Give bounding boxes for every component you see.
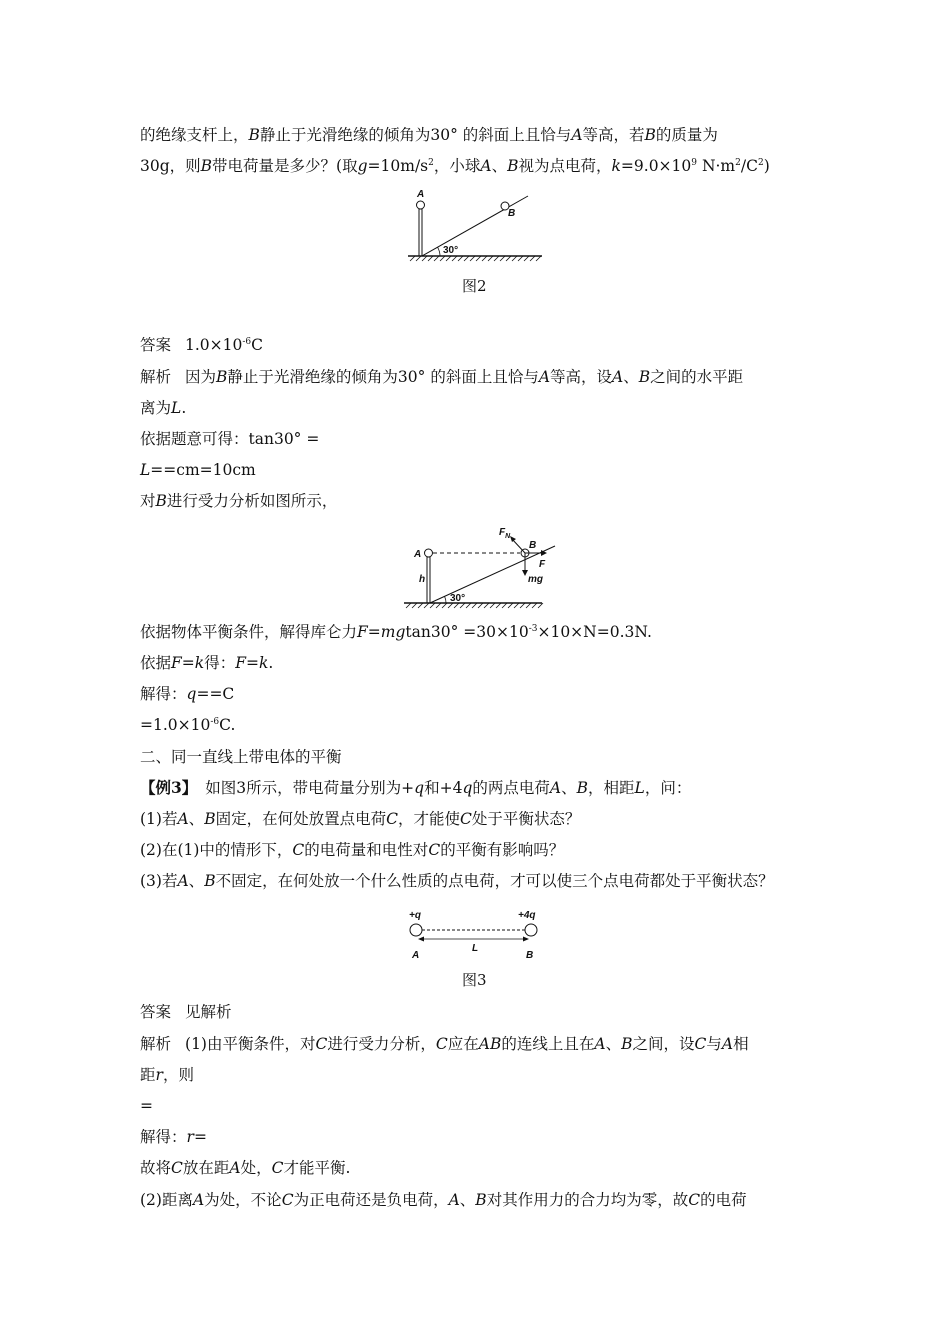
analysis-2b-line-4: $=1.0\times 10^{-6}C$. (140, 716, 236, 734)
example-3-q3: (3)若A、B不固定，在何处放一个什么性质的点电荷，才可以使三个点电荷都处于平衡状态？ (140, 872, 774, 890)
analysis-2-line-4: L==cm=10cm (140, 461, 256, 479)
analysis-3-line-4: 解得：r= (140, 1128, 207, 1146)
example-3-q1: (1)若A、B固定，在何处放置点电荷C，才能使C处于平衡状态？ (140, 810, 581, 828)
figure-3-charges (400, 904, 550, 964)
problem-line-1: 的绝缘支杆上，B静止于光滑绝缘的倾角为30° 的斜面上且恰与A等高，若B的质量为 (140, 126, 718, 144)
analysis-3-line-3: = (140, 1097, 153, 1115)
force-label-F: F (539, 559, 546, 570)
analysis-2b-line-2: 依据F=k得：F=k. (140, 654, 274, 672)
analysis-2-line-2: 离为L. (140, 399, 187, 417)
figure-2-caption: 图2 (462, 277, 487, 295)
force-label-A: A (414, 549, 422, 560)
analysis-3-line-2: 距r，则 (140, 1066, 194, 1084)
fig3-charge-A: +q (409, 910, 421, 921)
analysis-2b-line-3: 解得：q==C (140, 685, 235, 703)
force-label-FN: $F_N$ (499, 527, 511, 540)
analysis-3-line-5: 故将C放在距A处，C才能平衡. (140, 1159, 351, 1177)
analysis-2-line-1: 解析 因为B静止于光滑绝缘的倾角为30° 的斜面上且恰与A等高，设A、B之间的水平距 (140, 368, 744, 386)
analysis-3-line-1: 解析 (1)由平衡条件，对C进行受力分析，C应在AB的连线上且在A、B之间，设C与A相 (140, 1035, 749, 1053)
problem-line-2: 30g，则B带电荷量是多少？(取$g=10m/s^2$，小球A、B视为点电荷，$k=9.0\times 10^9$ $N\cdot m^2/C^2$) (140, 157, 770, 175)
fig2-angle: 30° (443, 245, 459, 256)
answer-2: 答案 $1.0\times 10^{-6}C$ (140, 336, 264, 354)
fig2-label-B: B (508, 208, 516, 219)
analysis-2b-line-1: 依据物体平衡条件，解得库仑力$F=mgtan30^\circ =30\times 10^{-3}\times 10\times N=0.3N$. (140, 623, 652, 641)
analysis-2-line-3: 依据题意可得：tan30° = (140, 430, 320, 448)
fig2-label-A: A (417, 189, 425, 200)
figure-3-caption: 图3 (462, 971, 487, 989)
analysis-2-line-5: 对B进行受力分析如图所示， (140, 492, 338, 510)
fig3-label-A: A (412, 950, 420, 961)
analysis-3-line-6: (2)距离A为处，不论C为正电荷还是负电荷，A、B对其作用力的合力均为零，故C的电荷 (140, 1191, 747, 1209)
example-3-intro: 【例3】 如图3所示，带电荷量分别为+q和+4q的两点电荷A、B，相距L，问： (140, 778, 692, 797)
force-label-B: B (529, 540, 537, 551)
figure-2-incline (400, 186, 550, 268)
force-label-mg: mg (528, 574, 543, 585)
force-angle: 30° (450, 593, 466, 604)
example-3-q2: (2)在(1)中的情形下，C的电荷量和电性对C的平衡有影响吗？ (140, 841, 565, 859)
section-2-title: 二、同一直线上带电体的平衡 (140, 748, 342, 766)
fig3-charge-B: +4q (518, 910, 536, 921)
force-label-h: h (419, 574, 426, 585)
answer-3: 答案 见解析 (140, 1003, 232, 1021)
fig3-label-L: L (472, 943, 479, 954)
fig3-label-B: B (526, 950, 534, 961)
figure-force-diagram (400, 522, 550, 612)
